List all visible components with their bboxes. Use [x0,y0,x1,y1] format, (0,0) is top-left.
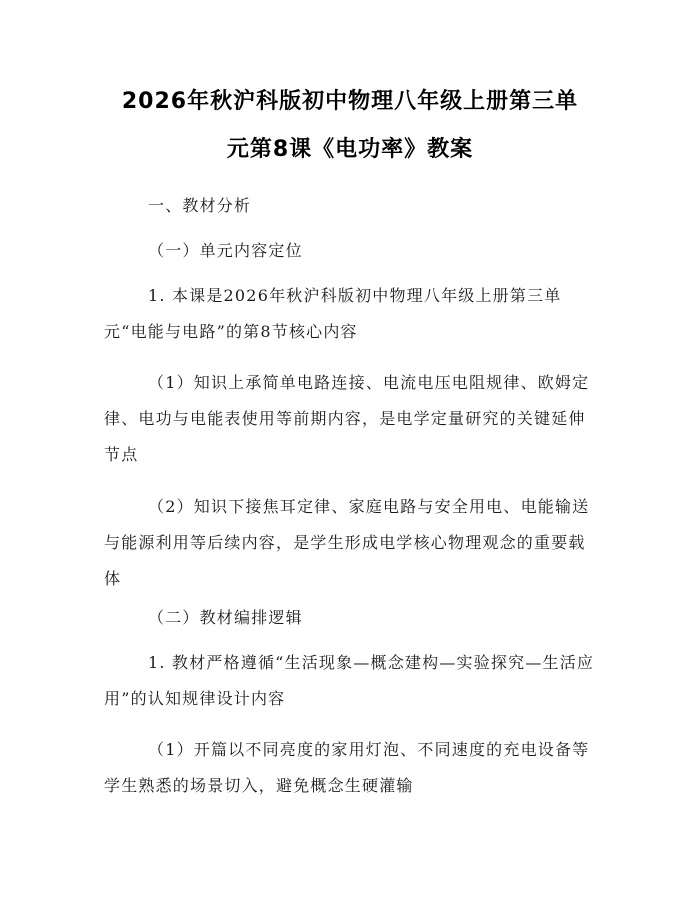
document-title-line-1: 2026年秋沪科版初中物理八年级上册第三单 [121,89,579,114]
section-heading-materials-analysis: 一、教材分析 [148,196,252,215]
subsection-heading-unit-positioning: （一）单元内容定位 [148,241,303,260]
subsection-heading-editing-logic: （二）教材编排逻辑 [148,608,303,627]
paragraph-item-2: 1. 教材严格遵循“生活现象—概念建构—实验探究—生活应用”的认知规律设计内容 [104,653,595,708]
paragraph-sub-item-2: （2）知识下接焦耳定律、家庭电路与安全用电、电能输送与能源利用等后续内容，是学生形成电学核心物理观念的重要载体 [104,497,590,588]
document-title-line-2: 元第8课《电功率》教案 [226,137,474,162]
paragraph-sub-item-3: （1）开篇以不同亮度的家用灯泡、不同速度的充电设备等学生熟悉的场景切入，避免概念生硬灌输 [104,740,590,795]
paragraph-sub-item-1: （1）知识上承简单电路连接、电流电压电阻规律、欧姆定律、电功与电能表使用等前期内容，是电学定量研究的关键延伸节点 [104,373,590,464]
paragraph-item-1: 1. 本课是2026年秋沪科版初中物理八年级上册第三单元“电能与电路”的第8节核心内容 [104,286,562,341]
